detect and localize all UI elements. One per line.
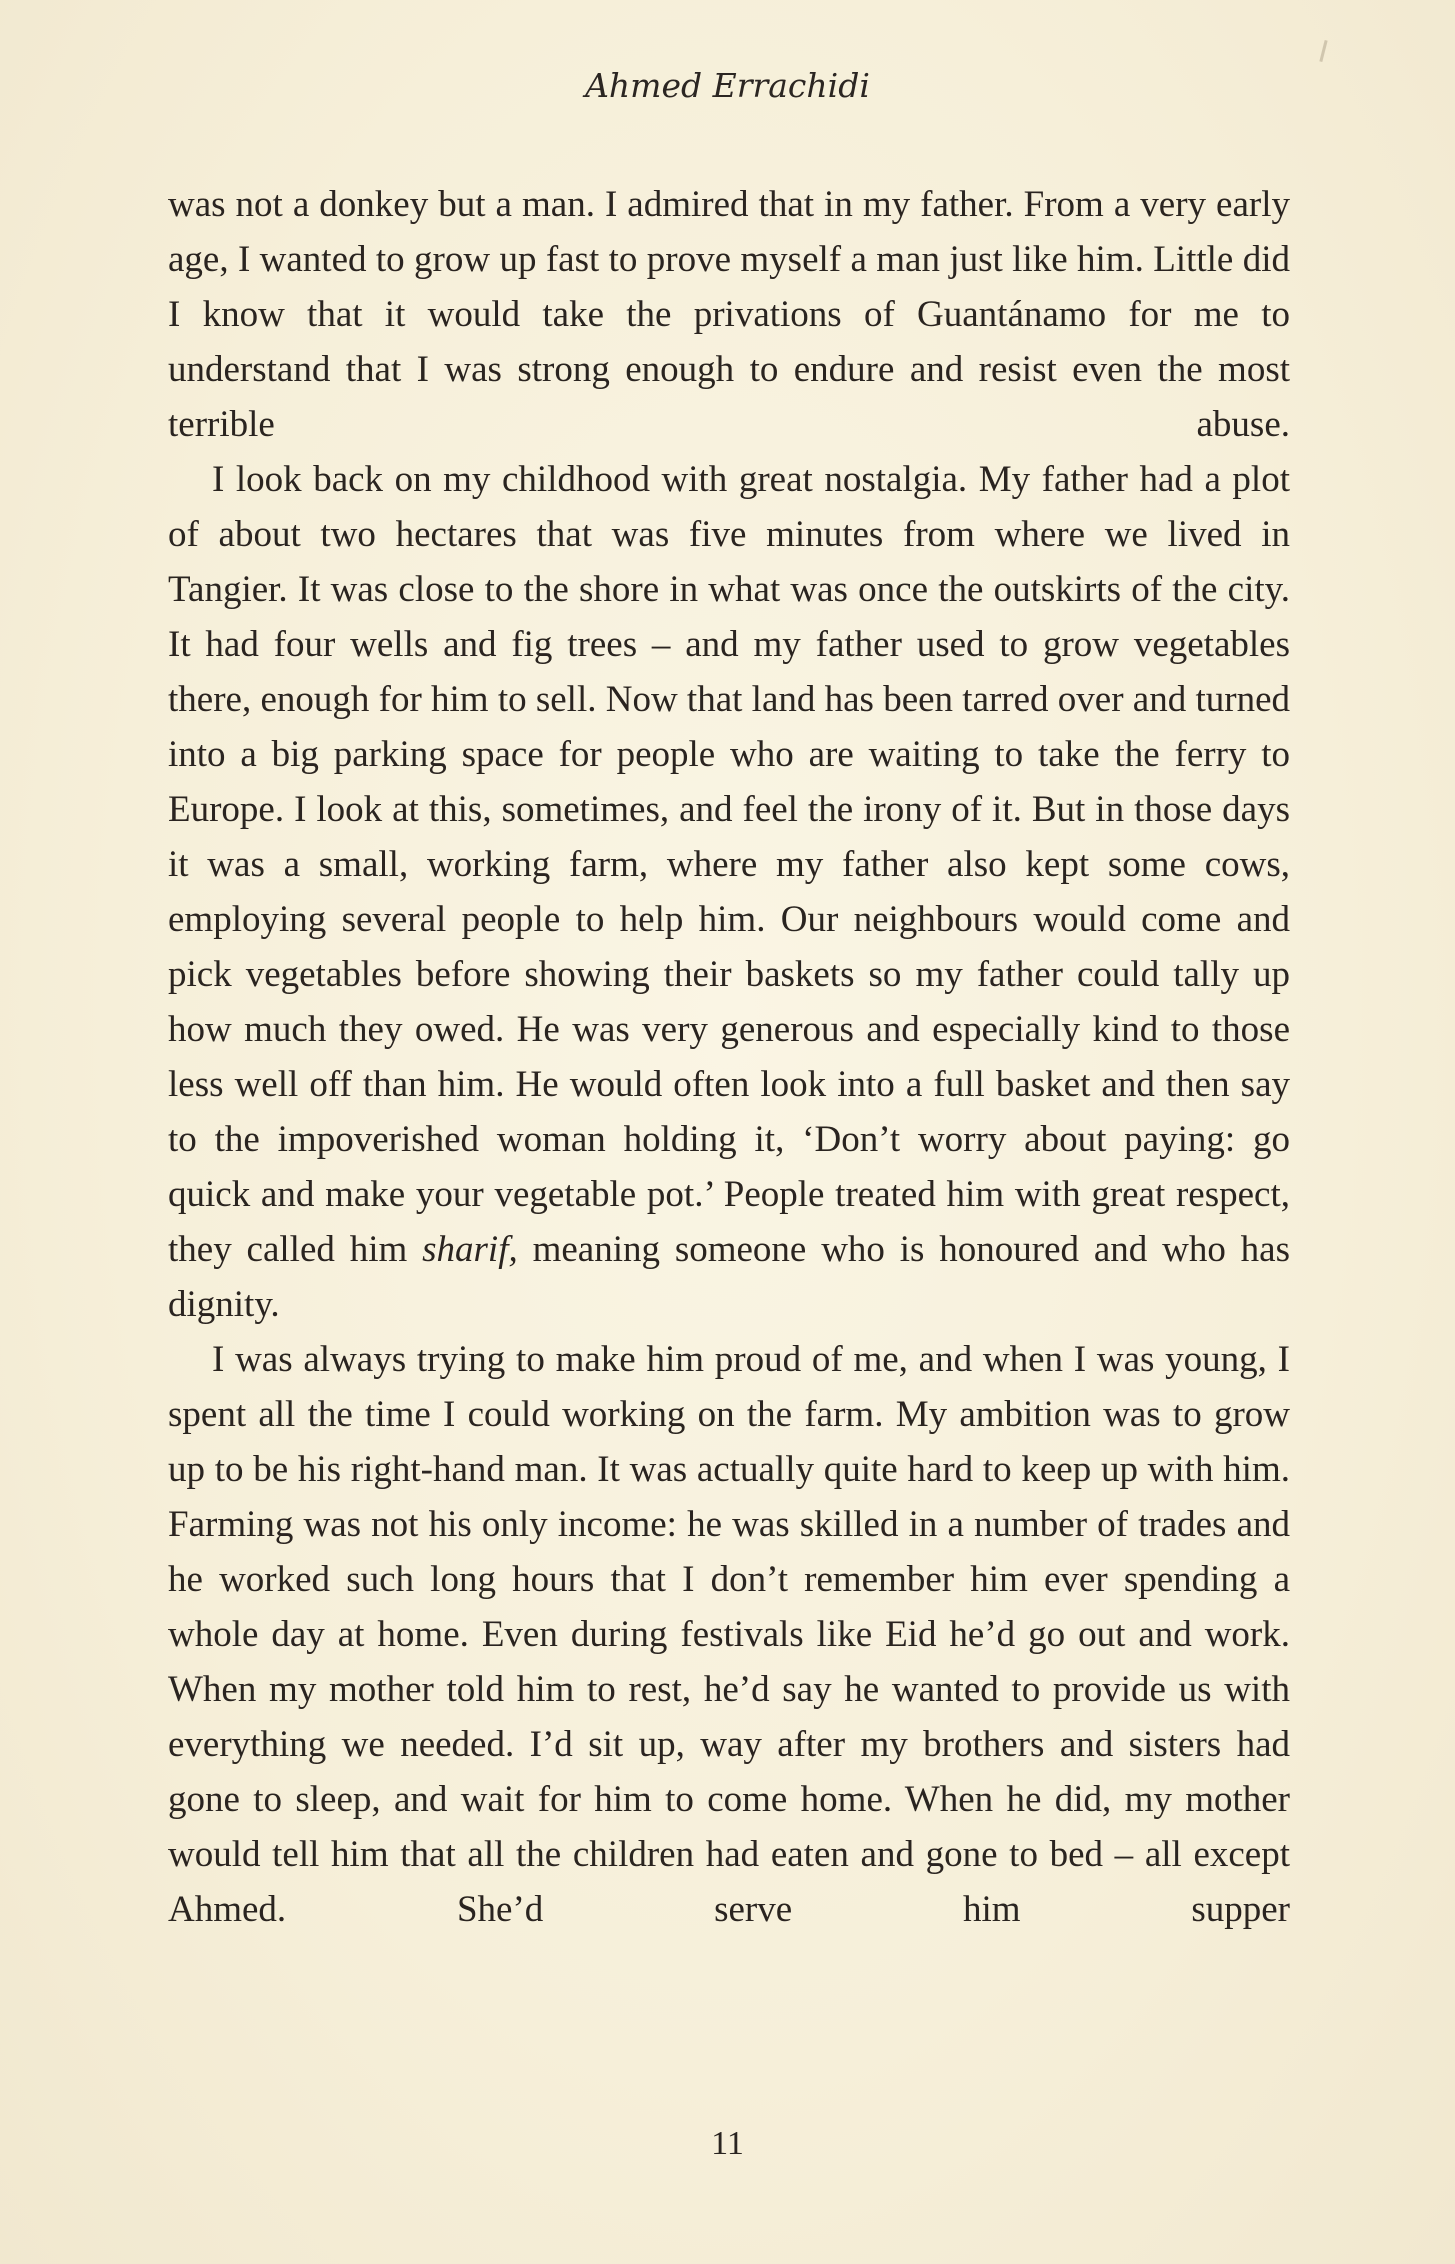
paragraph-2-text: I look back on my childhood with great nostalgia. My father had a plot of about two hectares that was five minutes from where we lived in Tangier. It was close to the shore in what was once the outskirts of the city. It had four wells and fig trees – and my father used to grow vegetables there, enough for him to sell. Now that land has been tarred over and turned into a big parking space for people who are waiting to take the ferry to Europe. I look at this, sometimes, and feel the irony of it. But in those days it was a small, working farm, where my father also kept some cows, employing several people to help him. Our neighbours would come and pick vegetables before showing their baskets so my father could tally up how much they owed. He was very generous and especially kind to those less well off than him. He would often look into a full basket and then say to the impoverished woman holding it, ‘Don’t worry about paying: go quick and make your vegetable pot.’ People treated him with great respect, they called him [168,459,1290,1270]
running-head: Ahmed Errachidi [585,66,870,105]
paragraph-1: was not a donkey but a man. I admired that in my father. From a very early age, I wanted to grow up fast to prove myself a man just like him. Little did I know that it would take the privations of Guantánamo for me to understand that I was strong enough to endure and resist even the most terrible abuse. [168,184,1290,445]
page-edge-mark [1319,40,1327,62]
paragraph-2-ending: meaning someone who is honoured and who has dignity. [168,1229,1290,1325]
paragraph-3: I was always trying to make him proud of me, and when I was young, I spent all the time I could working on the farm. My ambition was to grow up to be his right-hand man. It was actually quite hard to keep up with him. Farming was not his only income: he was skilled in a number of trades and he worked such long hours that I don’t remember him ever spending a whole day at home. Even during festivals like Eid he’d go out and work. When my mother told him to rest, he’d say he wanted to provide us with everything we needed. I’d sit up, way after my brothers and sisters had gone to sleep, and wait for him to come home. When he did, my mother would tell him that all the children had eaten and gone to bed – all except Ahmed. She’d serve him supper [168,1339,1290,1930]
paragraph-2 [168,452,1290,1332]
italic-term-sharif: sharif, [422,1229,518,1270]
body-text [168,177,1290,1937]
page-number: 11 [711,2125,744,2162]
